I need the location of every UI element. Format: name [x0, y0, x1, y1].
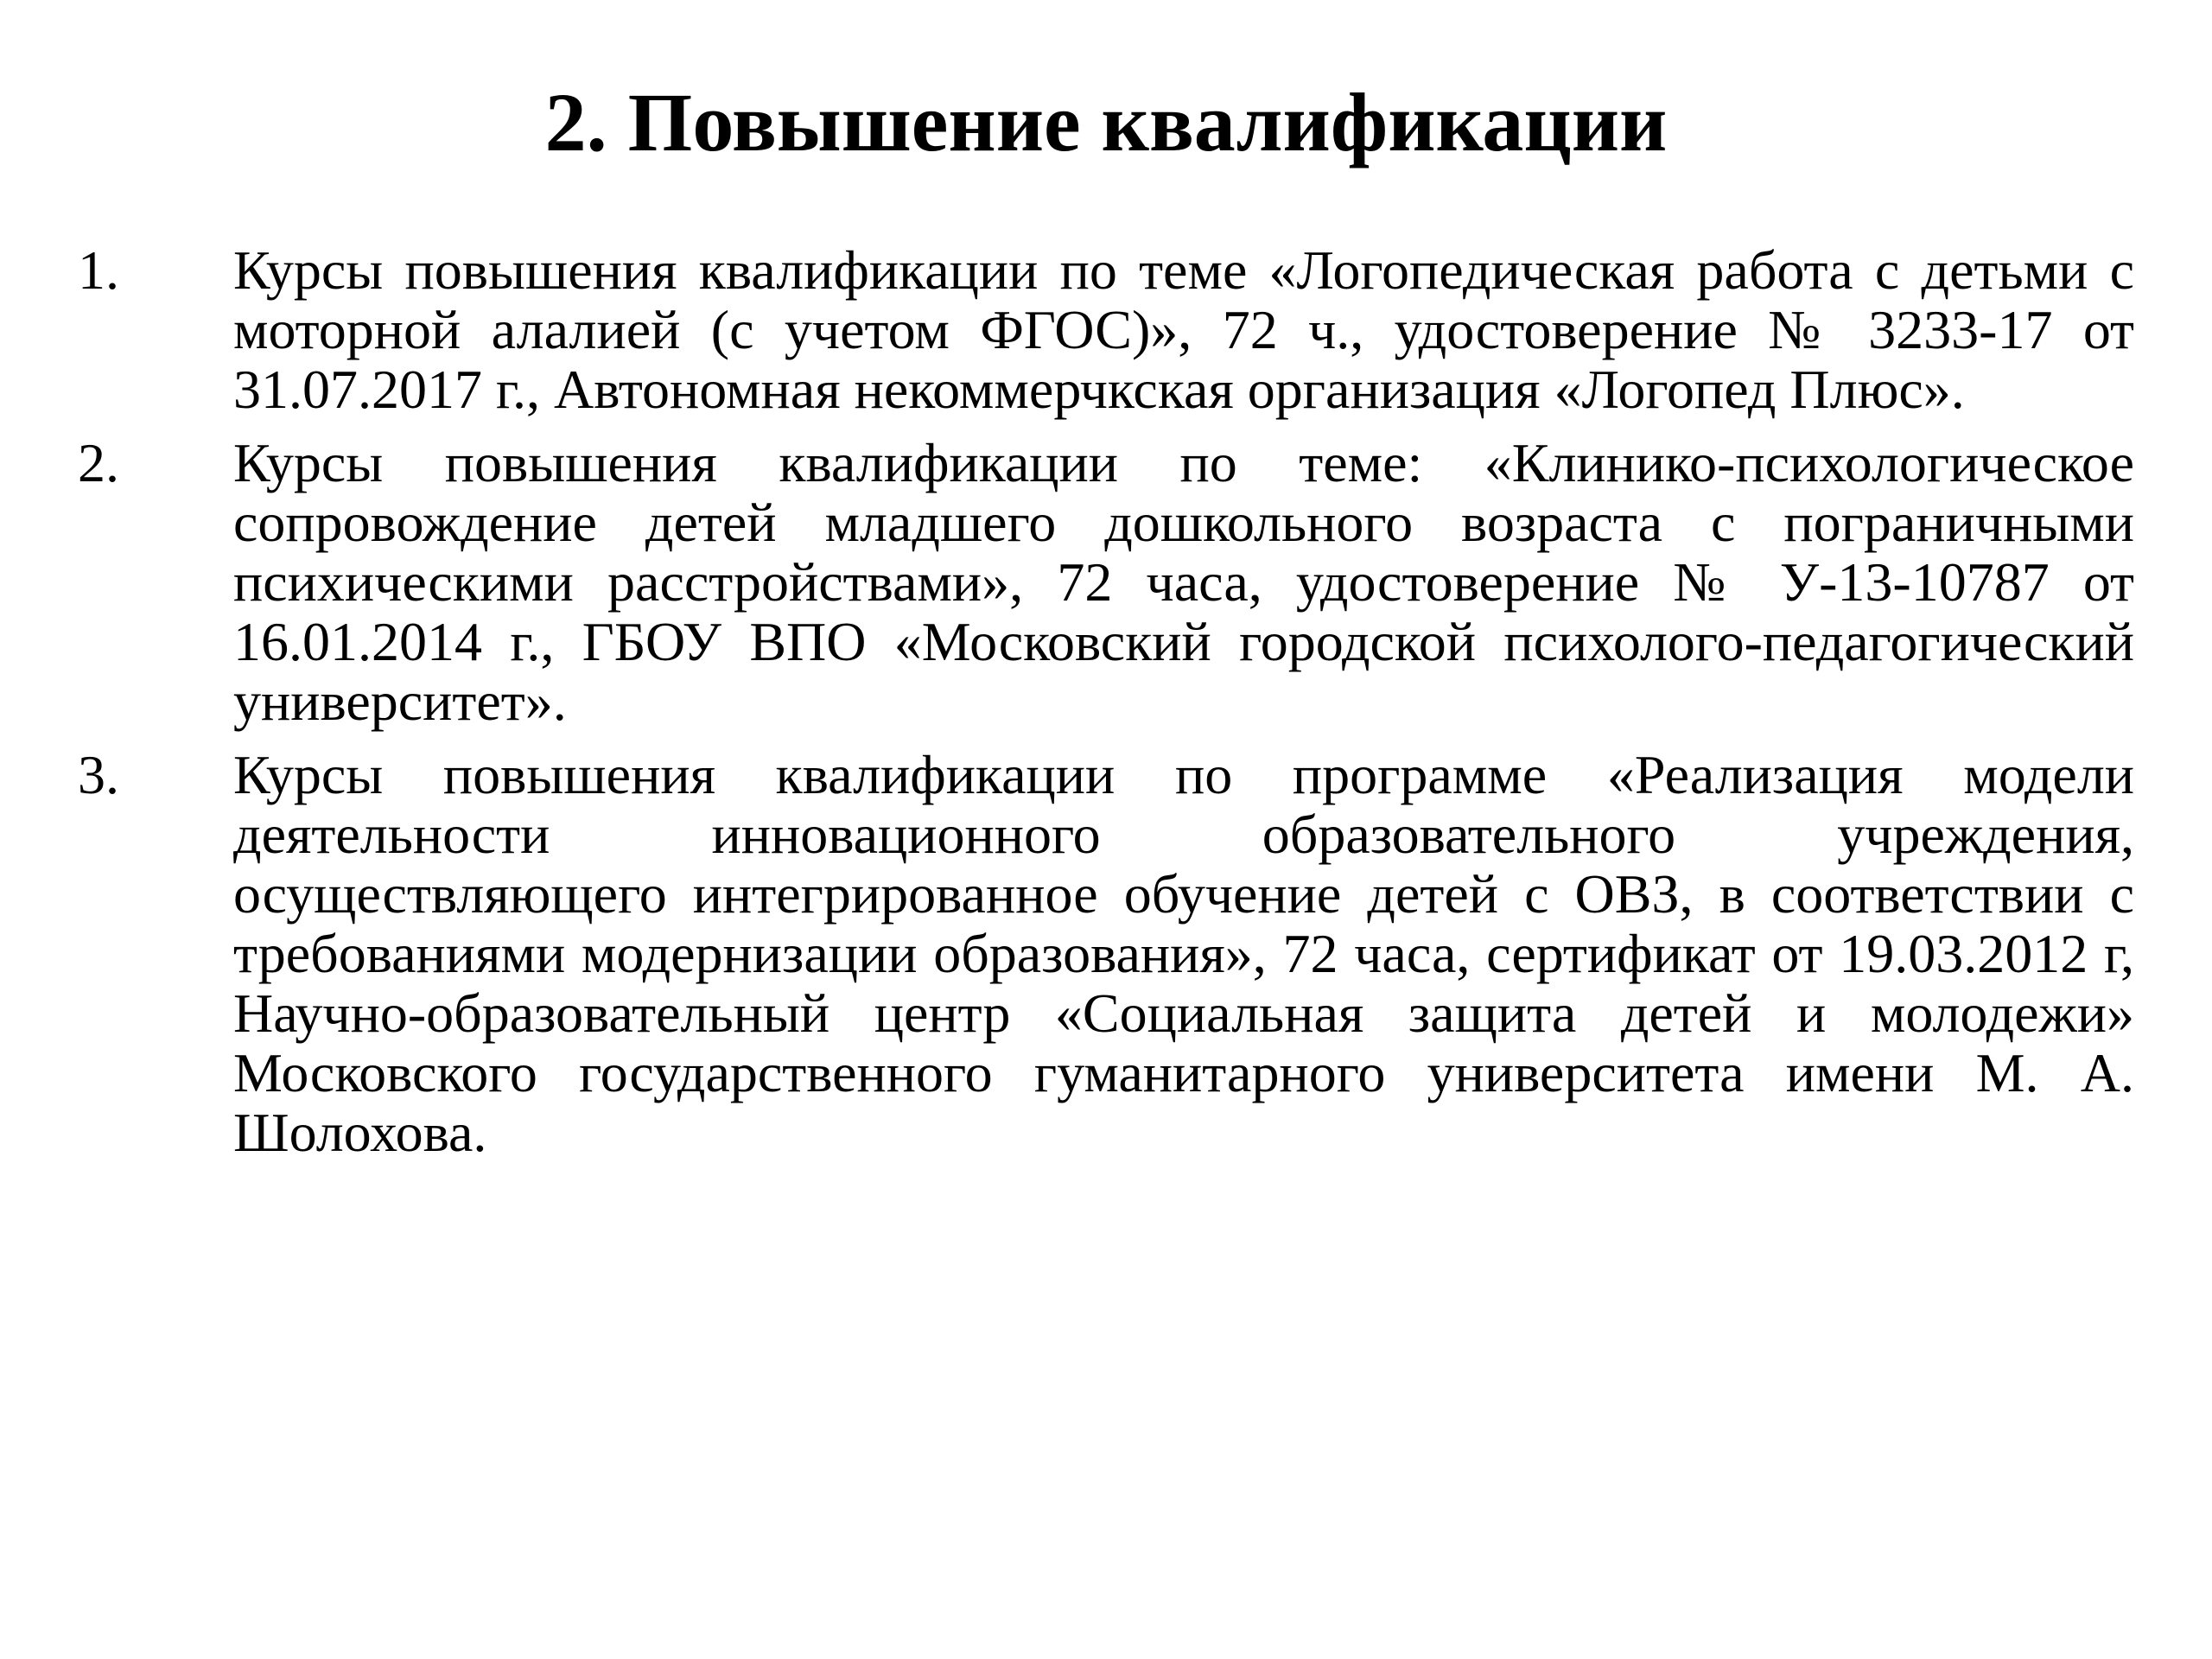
list-item: [78, 240, 2134, 419]
list-item-number: 1.: [78, 239, 119, 301]
list-item-text: Курсы повышения квалификации по теме «Логопедическая работа с детьми с моторной алалией (с учетом ФГОС)», 72 ч., удостоверение № 3233-17 от 31.07.2017 г., Автономная некоммерчкская организация «Логопед Плюс».: [233, 239, 2134, 420]
list-item-number: 2.: [78, 432, 119, 493]
qualification-list: [78, 240, 2134, 1176]
list-item: [78, 745, 2134, 1162]
list-item-text: Курсы повышения квалификации по теме: «Клинико-психологическое сопровождение детей младшего дошкольного возраста с пограничными психическими расстройствами», 72 часа, удостоверение № У-13-10787 от 16.01.2014 г., ГБОУ ВПО «Московский городской психолого-педагогический университет».: [233, 432, 2134, 732]
page-title: 2. Повышение квалификации: [544, 76, 1668, 168]
list-item: [78, 433, 2134, 731]
list-item-number: 3.: [78, 744, 119, 805]
list-item-text: Курсы повышения квалификации по программе «Реализация модели деятельности инновационного образовательного учреждения, осуществляющего интегрированное обучение детей с ОВЗ, в соответствии с требованиями модернизации образования», 72 часа, сертификат от 19.03.2012 г, Научно-образовательный центр «Социальная защита детей и молодежи» Московского государственного гуманитарного университета имени М. А. Шолохова.: [233, 744, 2134, 1163]
